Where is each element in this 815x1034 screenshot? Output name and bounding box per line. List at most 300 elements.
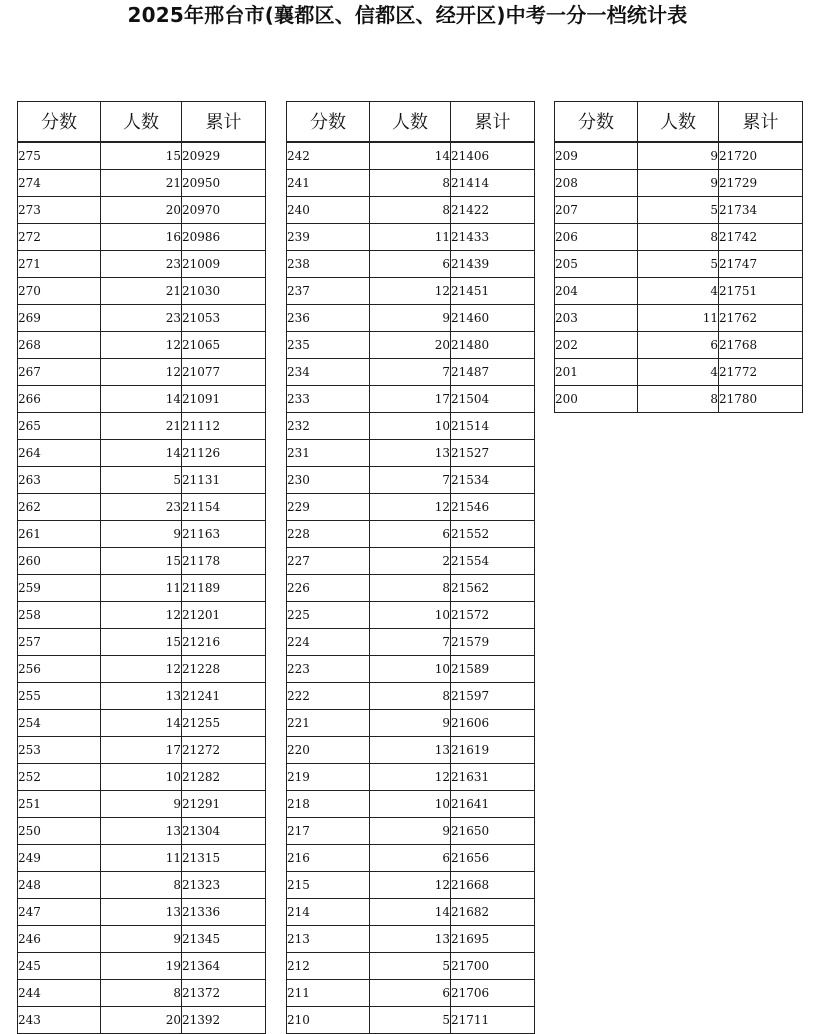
cumulative-cell: 21711 [451,1006,535,1033]
cumulative-cell: 21579 [451,628,535,655]
table-row [18,196,266,223]
cumulative-cell: 21336 [182,898,266,925]
score-cell: 251 [18,790,101,817]
table-row [18,628,266,655]
score-cell: 272 [18,223,101,250]
count-cell: 4 [638,358,719,385]
score-cell: 273 [18,196,101,223]
count-cell: 12 [370,763,451,790]
table-row [18,574,266,601]
count-cell: 5 [638,196,719,223]
cumulative-cell: 21487 [451,358,535,385]
table-row [287,925,535,952]
cumulative-cell: 21480 [451,331,535,358]
cumulative-cell: 21154 [182,493,266,520]
score-cell: 215 [287,871,370,898]
table-row [18,655,266,682]
table-row [18,817,266,844]
table-row [287,385,535,412]
score-cell: 238 [287,250,370,277]
header-count: 人数 [370,102,451,142]
count-cell: 12 [101,601,182,628]
cumulative-cell: 21597 [451,682,535,709]
count-cell: 11 [638,304,719,331]
cumulative-cell: 21554 [451,547,535,574]
cumulative-cell: 21656 [451,844,535,871]
table-row [18,601,266,628]
table-row [18,223,266,250]
table-row [18,790,266,817]
table-row [287,844,535,871]
count-cell: 10 [370,790,451,817]
cumulative-cell: 20986 [182,223,266,250]
cumulative-cell: 21682 [451,898,535,925]
table-row [555,385,803,412]
cumulative-cell: 21668 [451,871,535,898]
score-cell: 202 [555,331,638,358]
cumulative-cell: 21747 [719,250,803,277]
count-cell: 10 [101,763,182,790]
score-cell: 256 [18,655,101,682]
cumulative-cell: 21780 [719,385,803,412]
score-cell: 258 [18,601,101,628]
count-cell: 20 [101,1006,182,1033]
table-row [18,1006,266,1033]
score-cell: 266 [18,385,101,412]
score-cell: 243 [18,1006,101,1033]
score-cell: 211 [287,979,370,1006]
count-cell: 8 [638,223,719,250]
score-cell: 210 [287,1006,370,1033]
cumulative-cell: 20970 [182,196,266,223]
score-cell: 217 [287,817,370,844]
table-row [18,493,266,520]
cumulative-cell: 21606 [451,709,535,736]
count-cell: 11 [370,223,451,250]
score-cell: 214 [287,898,370,925]
table-row [555,196,803,223]
cumulative-cell: 21406 [451,142,535,170]
count-cell: 9 [101,790,182,817]
score-cell: 235 [287,331,370,358]
table-row [287,736,535,763]
score-cell: 200 [555,385,638,412]
table-row [555,142,803,170]
cumulative-cell: 21372 [182,979,266,1006]
count-cell: 19 [101,952,182,979]
cumulative-cell: 21126 [182,439,266,466]
table-row [18,304,266,331]
cumulative-cell: 21216 [182,628,266,655]
cumulative-cell: 21178 [182,547,266,574]
cumulative-cell: 21772 [719,358,803,385]
score-cell: 207 [555,196,638,223]
score-cell: 208 [555,169,638,196]
cumulative-cell: 21009 [182,250,266,277]
score-cell: 239 [287,223,370,250]
score-cell: 253 [18,736,101,763]
table-row [287,223,535,250]
table-row [287,790,535,817]
count-cell: 9 [370,304,451,331]
score-cell: 220 [287,736,370,763]
count-cell: 6 [370,250,451,277]
count-cell: 17 [101,736,182,763]
cumulative-cell: 21720 [719,142,803,170]
cumulative-cell: 21065 [182,331,266,358]
header-cumulative: 累计 [451,102,535,142]
cumulative-cell: 21729 [719,169,803,196]
count-cell: 23 [101,250,182,277]
score-cell: 254 [18,709,101,736]
table-row [18,169,266,196]
score-cell: 216 [287,844,370,871]
cumulative-cell: 21414 [451,169,535,196]
cumulative-cell: 21768 [719,331,803,358]
cumulative-cell: 21451 [451,277,535,304]
table-row [287,628,535,655]
count-cell: 12 [370,277,451,304]
table-row [287,682,535,709]
cumulative-cell: 21291 [182,790,266,817]
score-cell: 213 [287,925,370,952]
table-row [287,1006,535,1033]
table-row [287,817,535,844]
score-cell: 218 [287,790,370,817]
cumulative-cell: 21619 [451,736,535,763]
cumulative-cell: 21304 [182,817,266,844]
count-cell: 21 [101,169,182,196]
score-cell: 221 [287,709,370,736]
table-row [287,601,535,628]
header-score: 分数 [555,102,638,142]
score-table-1 [17,101,266,1034]
table-row [287,709,535,736]
count-cell: 11 [101,844,182,871]
count-cell: 6 [370,844,451,871]
table-row [18,142,266,170]
score-cell: 271 [18,250,101,277]
cumulative-cell: 21641 [451,790,535,817]
cumulative-cell: 21255 [182,709,266,736]
cumulative-cell: 21562 [451,574,535,601]
table-row [18,925,266,952]
score-cell: 233 [287,385,370,412]
score-cell: 206 [555,223,638,250]
table-row [287,142,535,170]
count-cell: 10 [370,412,451,439]
count-cell: 9 [101,925,182,952]
count-cell: 23 [101,493,182,520]
score-cell: 244 [18,979,101,1006]
cumulative-cell: 21742 [719,223,803,250]
score-cell: 228 [287,520,370,547]
score-cell: 227 [287,547,370,574]
count-cell: 9 [370,709,451,736]
table-row [18,952,266,979]
cumulative-cell: 21422 [451,196,535,223]
table-row [18,412,266,439]
cumulative-cell: 21734 [719,196,803,223]
cumulative-cell: 21131 [182,466,266,493]
cumulative-cell: 21460 [451,304,535,331]
cumulative-cell: 21706 [451,979,535,1006]
score-cell: 209 [555,142,638,170]
score-cell: 240 [287,196,370,223]
table-header-row [18,102,266,142]
count-cell: 8 [101,871,182,898]
count-cell: 6 [370,520,451,547]
cumulative-cell: 21589 [451,655,535,682]
cumulative-cell: 21163 [182,520,266,547]
count-cell: 20 [101,196,182,223]
cumulative-cell: 21030 [182,277,266,304]
score-cell: 223 [287,655,370,682]
score-cell: 232 [287,412,370,439]
score-cell: 257 [18,628,101,655]
table-row [287,304,535,331]
cumulative-cell: 21272 [182,736,266,763]
cumulative-cell: 21527 [451,439,535,466]
table-body [287,142,535,1034]
cumulative-cell: 21631 [451,763,535,790]
score-cell: 274 [18,169,101,196]
count-cell: 13 [101,898,182,925]
header-count: 人数 [638,102,719,142]
score-cell: 205 [555,250,638,277]
count-cell: 12 [370,493,451,520]
count-cell: 9 [638,169,719,196]
cumulative-cell: 21112 [182,412,266,439]
count-cell: 5 [101,466,182,493]
cumulative-cell: 21241 [182,682,266,709]
count-cell: 2 [370,547,451,574]
score-cell: 231 [287,439,370,466]
table-row [287,358,535,385]
score-cell: 262 [18,493,101,520]
count-cell: 5 [370,952,451,979]
count-cell: 23 [101,304,182,331]
cumulative-cell: 20929 [182,142,266,170]
table-row [18,709,266,736]
table-row [18,844,266,871]
score-cell: 204 [555,277,638,304]
header-cumulative: 累计 [719,102,803,142]
table-header-row [287,102,535,142]
score-cell: 275 [18,142,101,170]
table-row [18,979,266,1006]
score-cell: 230 [287,466,370,493]
score-cell: 248 [18,871,101,898]
page-title: 2025年邢台市(襄都区、信都区、经开区)中考一分一档统计表 [127,3,688,27]
count-cell: 6 [638,331,719,358]
score-cell: 260 [18,547,101,574]
score-cell: 201 [555,358,638,385]
table-row [287,547,535,574]
count-cell: 21 [101,277,182,304]
score-cell: 250 [18,817,101,844]
count-cell: 16 [101,223,182,250]
table-row [287,952,535,979]
table-row [287,277,535,304]
cumulative-cell: 21534 [451,466,535,493]
score-cell: 226 [287,574,370,601]
table-row [555,304,803,331]
score-cell: 268 [18,331,101,358]
cumulative-cell: 21345 [182,925,266,952]
score-cell: 212 [287,952,370,979]
cumulative-cell: 21189 [182,574,266,601]
table-row [287,574,535,601]
count-cell: 13 [101,682,182,709]
table-row [18,763,266,790]
table-row [18,520,266,547]
count-cell: 9 [370,817,451,844]
count-cell: 5 [370,1006,451,1033]
count-cell: 21 [101,412,182,439]
cumulative-cell: 21546 [451,493,535,520]
cumulative-cell: 21552 [451,520,535,547]
count-cell: 15 [101,547,182,574]
score-cell: 222 [287,682,370,709]
count-cell: 8 [370,574,451,601]
table-row [287,763,535,790]
score-table-3 [554,101,803,413]
count-cell: 13 [370,925,451,952]
table-row [287,196,535,223]
table-row [287,466,535,493]
score-cell: 242 [287,142,370,170]
table-row [555,223,803,250]
table-row [18,466,266,493]
table-row [18,871,266,898]
table-row [287,979,535,1006]
count-cell: 20 [370,331,451,358]
table-row [287,871,535,898]
table-row [18,358,266,385]
table-row [287,439,535,466]
table-row [18,385,266,412]
table-row [287,250,535,277]
score-cell: 229 [287,493,370,520]
count-cell: 10 [370,655,451,682]
table-row [555,169,803,196]
header-count: 人数 [101,102,182,142]
count-cell: 14 [101,439,182,466]
score-cell: 236 [287,304,370,331]
cumulative-cell: 21323 [182,871,266,898]
count-cell: 10 [370,601,451,628]
score-cell: 270 [18,277,101,304]
table-row [287,169,535,196]
cumulative-cell: 21392 [182,1006,266,1033]
table-row [18,277,266,304]
score-cell: 263 [18,466,101,493]
count-cell: 13 [101,817,182,844]
table-row [18,331,266,358]
count-cell: 12 [370,871,451,898]
cumulative-cell: 21077 [182,358,266,385]
table-row [18,682,266,709]
cumulative-cell: 21650 [451,817,535,844]
cumulative-cell: 21439 [451,250,535,277]
cumulative-cell: 21315 [182,844,266,871]
count-cell: 8 [370,169,451,196]
score-cell: 267 [18,358,101,385]
score-cell: 225 [287,601,370,628]
cumulative-cell: 21762 [719,304,803,331]
table-row [287,331,535,358]
count-cell: 17 [370,385,451,412]
table-row [555,250,803,277]
count-cell: 7 [370,466,451,493]
score-cell: 249 [18,844,101,871]
table-body [555,142,803,413]
score-cell: 265 [18,412,101,439]
count-cell: 6 [370,979,451,1006]
score-cell: 234 [287,358,370,385]
count-cell: 13 [370,736,451,763]
count-cell: 8 [370,196,451,223]
count-cell: 7 [370,358,451,385]
score-cell: 264 [18,439,101,466]
cumulative-cell: 21504 [451,385,535,412]
table-row [18,547,266,574]
table-row [18,439,266,466]
count-cell: 12 [101,358,182,385]
table-row [555,277,803,304]
table-row [287,412,535,439]
count-cell: 9 [638,142,719,170]
count-cell: 14 [101,709,182,736]
table-row [287,898,535,925]
cumulative-cell: 21700 [451,952,535,979]
table-row [555,358,803,385]
table-header-row [555,102,803,142]
cumulative-cell: 20950 [182,169,266,196]
score-cell: 245 [18,952,101,979]
score-cell: 219 [287,763,370,790]
score-cell: 237 [287,277,370,304]
cumulative-cell: 21228 [182,655,266,682]
table-body [18,142,266,1034]
score-cell: 252 [18,763,101,790]
count-cell: 9 [101,520,182,547]
table-row [287,520,535,547]
score-cell: 259 [18,574,101,601]
count-cell: 12 [101,331,182,358]
score-cell: 241 [287,169,370,196]
score-cell: 261 [18,520,101,547]
cumulative-cell: 21201 [182,601,266,628]
cumulative-cell: 21695 [451,925,535,952]
score-cell: 247 [18,898,101,925]
cumulative-cell: 21751 [719,277,803,304]
cumulative-cell: 21053 [182,304,266,331]
count-cell: 14 [370,142,451,170]
cumulative-cell: 21091 [182,385,266,412]
count-cell: 13 [370,439,451,466]
score-cell: 203 [555,304,638,331]
score-cell: 269 [18,304,101,331]
count-cell: 14 [101,385,182,412]
table-row [18,736,266,763]
count-cell: 4 [638,277,719,304]
cumulative-cell: 21364 [182,952,266,979]
table-row [287,493,535,520]
table-row [287,655,535,682]
count-cell: 12 [101,655,182,682]
